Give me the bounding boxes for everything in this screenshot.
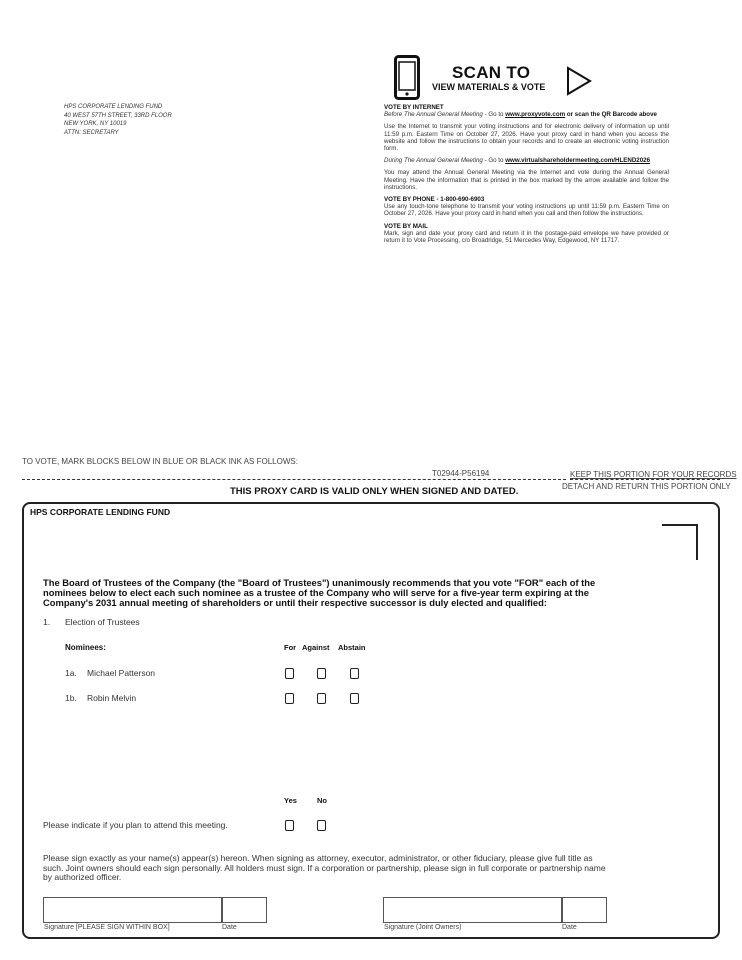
date-label: Date	[222, 924, 237, 931]
column-abstain: Abstain	[338, 643, 366, 652]
proposal-item	[43, 617, 140, 627]
joint-signature-label: Signature (Joint Owners)	[384, 924, 462, 931]
nominee-row	[65, 693, 136, 703]
internet-para-1: Use the Internet to transmit your voting instructions and for electronic delivery of information up until 11:59 p.m. Eastern Time on October 27, 2026. Have your proxy card in hand when you access the website and follow the instructions to obtain your records and to create an electronic voting instruction form.	[384, 123, 669, 153]
phone-heading: VOTE BY PHONE - 1-800-690-6903	[384, 196, 485, 204]
attend-no-checkbox[interactable]	[317, 820, 326, 831]
vote-against-checkbox-1b[interactable]	[317, 693, 326, 704]
corner-marker	[662, 524, 698, 560]
detach-line-right	[570, 479, 720, 480]
vote-against-checkbox-1a[interactable]	[317, 668, 326, 679]
sender-line-2: 40 WEST 57TH STREET, 33RD FLOOR	[64, 112, 172, 119]
valid-notice: THIS PROXY CARD IS VALID ONLY WHEN SIGNED AND DATED.	[230, 486, 519, 497]
proposal-number: 1.	[43, 617, 51, 627]
play-arrow-icon	[566, 66, 592, 96]
scan-subtitle: VIEW MATERIALS & VOTE	[432, 82, 546, 92]
card-fund-name: HPS CORPORATE LENDING FUND	[30, 507, 171, 517]
phone-text: Use any touch-tone telephone to transmit your voting instructions up until 11:59 p.m. Eastern Time on October 27, 2026. Have your proxy card in hand when you call and then follow the instructions.	[384, 203, 669, 218]
mail-heading: VOTE BY MAIL	[384, 222, 428, 230]
signature-box[interactable]	[43, 897, 223, 923]
signature-label: Signature [PLEASE SIGN WITHIN BOX]	[44, 924, 170, 931]
before-label: Before The Annual General Meeting	[384, 111, 483, 119]
mobile-phone-icon	[394, 55, 420, 100]
nominee-name: Michael Patterson	[87, 668, 156, 678]
keep-portion-label: KEEP THIS PORTION FOR YOUR RECORDS	[570, 470, 737, 479]
joint-date-box[interactable]	[561, 897, 607, 923]
nominee-number: 1b.	[65, 693, 77, 703]
virtual-meeting-link[interactable]: www.virtualshareholdermeeting.com/HLEND2026	[505, 157, 651, 165]
detach-portion-label: DETACH AND RETURN THIS PORTION ONLY	[562, 482, 731, 491]
internet-before-line	[384, 111, 669, 118]
before-goto: - Go to	[482, 111, 506, 119]
proposal-label: Election of Trustees	[65, 617, 140, 627]
sender-line-3: NEW YORK, NY 10019	[64, 121, 127, 127]
date-box[interactable]	[221, 897, 267, 923]
sender-line-4: ATTN: SECRETARY	[64, 129, 119, 136]
sender-line-1: HPS CORPORATE LENDING FUND	[64, 104, 163, 110]
column-no: No	[317, 796, 327, 805]
proxyvote-link[interactable]: www.proxyvote.com	[505, 111, 566, 119]
vote-abstain-checkbox-1b[interactable]	[350, 693, 359, 704]
column-against: Against	[302, 643, 330, 652]
voting-instructions	[384, 104, 669, 249]
attend-yes-checkbox[interactable]	[285, 820, 294, 831]
internet-heading: VOTE BY INTERNET	[384, 104, 444, 111]
vote-abstain-checkbox-1a[interactable]	[350, 668, 359, 679]
before-tail: or scan the QR Barcode above	[565, 111, 657, 119]
joint-date-label: Date	[562, 924, 577, 931]
vote-for-checkbox-1a[interactable]	[285, 668, 294, 679]
joint-signature-box[interactable]	[383, 897, 563, 923]
column-for: For	[284, 643, 297, 652]
signing-instructions: Please sign exactly as your name(s) appear(s) hereon. When signing as attorney, executor, administrator, or other fiduciary, please give full title as such. Joint owners should each sign personally. All holders must sign. If a corporation or partnership, please sign in full corporate or partnership name by authorized officer.	[43, 853, 606, 882]
detach-line	[22, 479, 566, 480]
nominee-name: Robin Melvin	[87, 693, 137, 703]
during-goto: - Go to	[482, 157, 506, 165]
vote-for-checkbox-1b[interactable]	[285, 693, 294, 704]
board-recommendation: The Board of Trustees of the Company (the "Board of Trustees") unanimously recommends that you vote "FOR" each of the nominees below to elect each such nominee as a trustee of the Company who will serve for a five-year term expiring at the Company's 2031 annual meeting of shareholders or until their respective successor is duly elected and qualified:	[43, 577, 596, 608]
sender-address	[64, 103, 172, 137]
mail-text: Mark, sign and date your proxy card and return it in the postage-paid envelope we have provided or return it to Vote Processing, c/o Broadridge, 51 Mercedes Way, Edgewood, NY 11717.	[384, 229, 669, 245]
nominee-number: 1a.	[65, 668, 77, 678]
internet-para-2: You may attend the Annual General Meeting via the Internet and vote during the Annual General Meeting. Have the information that is printed in the box marked by the arrow available and follow the instructions.	[384, 169, 669, 191]
internet-during-line	[384, 157, 669, 164]
column-yes: Yes	[284, 796, 297, 805]
mark-instructions: TO VOTE, MARK BLOCKS BELOW IN BLUE OR BLACK INK AS FOLLOWS:	[22, 457, 298, 466]
attend-question: Please indicate if you plan to attend this meeting.	[43, 820, 228, 830]
scan-title: SCAN TO	[452, 63, 531, 82]
nominees-header: Nominees:	[65, 643, 106, 652]
nominee-row	[65, 668, 155, 678]
during-label: During The Annual General Meeting	[384, 157, 483, 165]
control-number: T02944-P56194	[432, 469, 490, 478]
